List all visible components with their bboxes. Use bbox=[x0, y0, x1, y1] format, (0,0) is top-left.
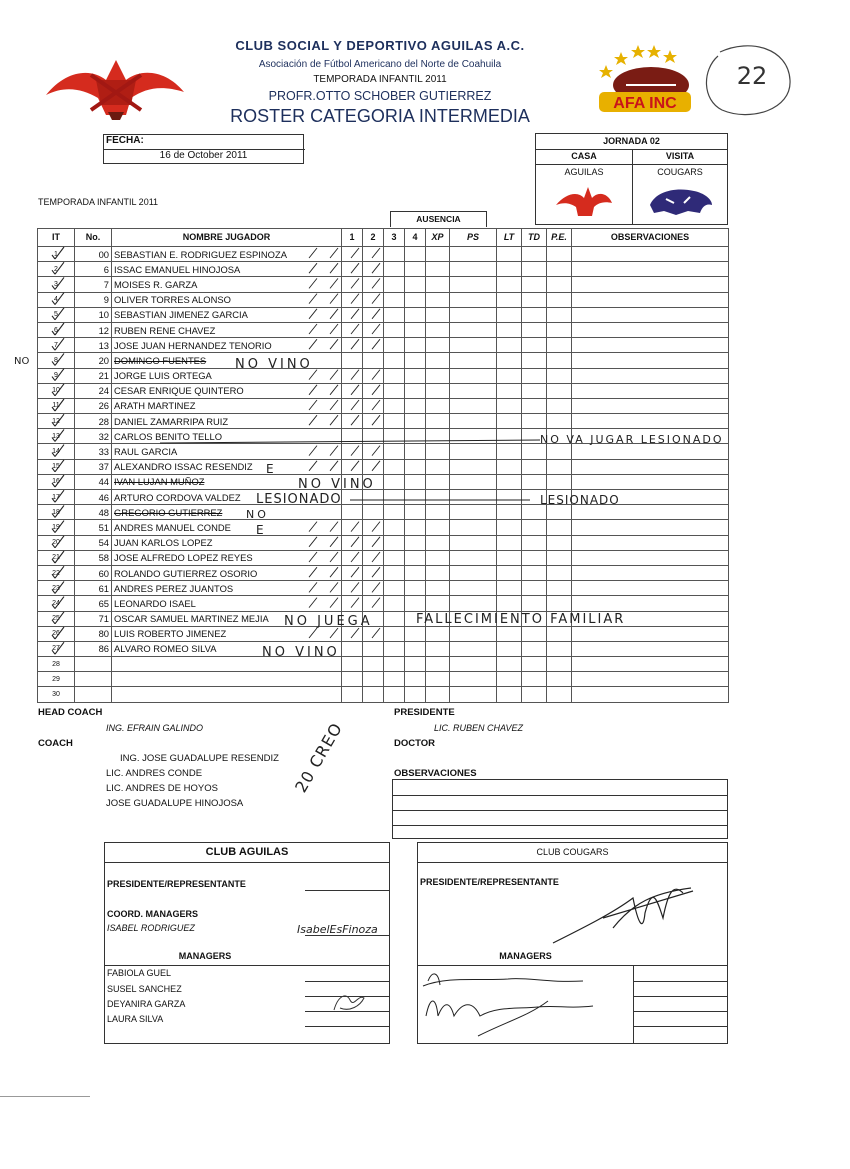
note-no-vino-1: NO VINO bbox=[235, 357, 313, 372]
ausencia-label: AUSENCIA bbox=[390, 211, 487, 227]
col-name: NOMBRE JUGADOR bbox=[112, 229, 342, 247]
player-it: 5 bbox=[38, 307, 75, 322]
check-mark bbox=[351, 324, 359, 334]
note-e-2: E bbox=[256, 523, 267, 537]
player-it: 12 bbox=[38, 414, 75, 429]
player-number: 9 bbox=[75, 292, 112, 307]
player-name: OSCAR SAMUEL MARTINEZ MEJIA bbox=[112, 611, 342, 626]
check-mark bbox=[351, 263, 359, 273]
check-mark bbox=[309, 598, 317, 608]
check-mark bbox=[55, 353, 64, 365]
check-mark bbox=[52, 361, 55, 365]
player-number: 20 bbox=[75, 353, 112, 368]
check-mark bbox=[330, 339, 338, 349]
head-coach-label: HEAD COACH bbox=[38, 707, 103, 718]
player-it: 24 bbox=[38, 596, 75, 611]
check-mark bbox=[330, 552, 338, 562]
check-mark bbox=[351, 582, 359, 592]
col-pe: P.E. bbox=[547, 229, 572, 247]
aguilas-president-label: PRESIDENTE/REPRESENTANTE bbox=[107, 879, 246, 889]
player-it: 8 bbox=[38, 353, 75, 368]
check-mark bbox=[372, 628, 380, 638]
player-number: 26 bbox=[75, 398, 112, 413]
manager-4: LAURA SILVA bbox=[107, 1014, 164, 1024]
player-name: DOMINGO FUENTES bbox=[112, 353, 342, 368]
check-mark bbox=[52, 574, 55, 578]
player-name: LUIS ROBERTO JIMENEZ bbox=[112, 626, 342, 641]
player-number: 33 bbox=[75, 444, 112, 459]
side-note-20-creo: 20 CREO bbox=[291, 719, 347, 796]
player-it: 19 bbox=[38, 520, 75, 535]
player-it: 4 bbox=[38, 292, 75, 307]
col-q2: 2 bbox=[363, 229, 384, 247]
check-mark bbox=[351, 415, 359, 425]
check-mark bbox=[351, 385, 359, 395]
check-mark bbox=[372, 294, 380, 304]
club-cougars-box bbox=[417, 842, 728, 1044]
check-mark bbox=[309, 324, 317, 334]
player-name: OLIVER TORRES ALONSO bbox=[112, 292, 342, 307]
col-ps: PS bbox=[450, 229, 497, 247]
player-name: JORGE LUIS ORTEGA bbox=[112, 368, 342, 383]
check-mark bbox=[55, 323, 64, 335]
margin-no-note: NO bbox=[14, 356, 30, 367]
player-it: 1 bbox=[38, 247, 75, 262]
coach-1: ING. JOSE GUADALUPE RESENDIZ bbox=[120, 753, 279, 764]
check-mark bbox=[330, 400, 338, 410]
check-mark bbox=[52, 650, 55, 654]
check-mark bbox=[55, 627, 64, 639]
note-no-juega: NO JUEGA bbox=[284, 614, 373, 629]
handwritten-number: 22 bbox=[736, 62, 768, 90]
player-number: 48 bbox=[75, 505, 112, 520]
coach-3: LIC. ANDRES DE HOYOS bbox=[106, 783, 218, 794]
check-mark bbox=[55, 399, 64, 411]
check-mark bbox=[55, 369, 64, 381]
col-td: TD bbox=[522, 229, 547, 247]
check-mark bbox=[55, 551, 64, 563]
check-mark bbox=[55, 429, 64, 441]
check-mark bbox=[52, 468, 55, 472]
association-name: Asociación de Fútbol Americano del Norte de Coahuila bbox=[258, 59, 502, 70]
check-mark bbox=[372, 567, 380, 577]
check-mark bbox=[351, 278, 359, 288]
col-q4: 4 bbox=[405, 229, 426, 247]
player-number: 6 bbox=[75, 262, 112, 277]
check-mark bbox=[330, 522, 338, 532]
manager-1: FABIOLA GUEL bbox=[107, 968, 172, 978]
player-it: 27 bbox=[38, 641, 75, 656]
player-number: 21 bbox=[75, 368, 112, 383]
check-mark bbox=[351, 446, 359, 456]
check-mark bbox=[55, 597, 64, 609]
check-mark bbox=[330, 248, 338, 258]
note-e-1: E bbox=[266, 462, 277, 476]
check-mark bbox=[52, 316, 55, 320]
check-mark bbox=[372, 385, 380, 395]
check-mark bbox=[330, 582, 338, 592]
note-lesionado-2: LESIONADO bbox=[540, 493, 620, 507]
check-mark bbox=[330, 385, 338, 395]
check-mark bbox=[351, 400, 359, 410]
check-mark bbox=[55, 505, 64, 517]
player-it: 10 bbox=[38, 383, 75, 398]
player-number: 7 bbox=[75, 277, 112, 292]
check-mark bbox=[351, 567, 359, 577]
check-mark bbox=[52, 346, 55, 350]
club-cougars-title: CLUB COUGARS bbox=[536, 847, 609, 857]
player-name: ARATH MARTINEZ bbox=[112, 398, 342, 413]
check-mark bbox=[330, 415, 338, 425]
check-mark bbox=[55, 247, 64, 259]
player-number: 10 bbox=[75, 307, 112, 322]
check-mark bbox=[309, 446, 317, 456]
check-mark bbox=[52, 483, 55, 487]
check-mark bbox=[309, 339, 317, 349]
check-mark bbox=[309, 537, 317, 547]
check-mark bbox=[55, 293, 64, 305]
coord-managers-name: ISABEL RODRIGUEZ bbox=[107, 923, 195, 933]
manager-3: DEYANIRA GARZA bbox=[107, 999, 186, 1009]
check-mark bbox=[55, 642, 64, 654]
observaciones-label: OBSERVACIONES bbox=[394, 768, 477, 779]
player-name: CESAR ENRIQUE QUINTERO bbox=[112, 383, 342, 398]
check-mark bbox=[330, 567, 338, 577]
player-name: JOSE ALFREDO LOPEZ REYES bbox=[112, 550, 342, 565]
player-it: 2 bbox=[38, 262, 75, 277]
player-number: 51 bbox=[75, 520, 112, 535]
check-mark bbox=[351, 309, 359, 319]
check-mark bbox=[330, 628, 338, 638]
check-mark bbox=[351, 248, 359, 258]
check-mark bbox=[52, 255, 55, 259]
check-mark bbox=[372, 522, 380, 532]
cougars-president-signature bbox=[543, 873, 703, 953]
date-label: FECHA: bbox=[104, 135, 305, 150]
check-mark bbox=[55, 612, 64, 624]
check-mark bbox=[55, 490, 64, 502]
col-it: IT bbox=[38, 229, 75, 247]
player-name: CARLOS BENITO TELLO bbox=[112, 429, 342, 444]
cougars-president-label: PRESIDENTE/REPRESENTANTE bbox=[420, 877, 559, 887]
club-aguilas-title: CLUB AGUILAS bbox=[205, 846, 289, 858]
player-it: 23 bbox=[38, 581, 75, 596]
player-it: 20 bbox=[38, 535, 75, 550]
check-mark bbox=[372, 309, 380, 319]
coach-title: PROFR.OTTO SCHOBER GUTIERREZ bbox=[268, 89, 492, 103]
player-it: 30 bbox=[38, 687, 75, 702]
check-mark bbox=[52, 498, 55, 502]
player-it: 22 bbox=[38, 565, 75, 580]
player-name: ALEXANDRO ISSAC RESENDIZ bbox=[112, 459, 342, 474]
check-mark bbox=[309, 400, 317, 410]
check-mark bbox=[52, 559, 55, 563]
check-mark bbox=[52, 620, 55, 624]
player-name: MOISES R. GARZA bbox=[112, 277, 342, 292]
player-it: 18 bbox=[38, 505, 75, 520]
check-mark bbox=[55, 262, 64, 274]
col-q3: 3 bbox=[384, 229, 405, 247]
check-mark bbox=[309, 263, 317, 273]
cougars-managers-label: MANAGERS bbox=[499, 951, 552, 961]
check-mark bbox=[55, 475, 64, 487]
check-mark bbox=[55, 566, 64, 578]
check-mark bbox=[52, 422, 55, 426]
check-mark bbox=[55, 384, 64, 396]
player-it: 6 bbox=[38, 322, 75, 337]
check-mark bbox=[160, 440, 540, 443]
check-mark bbox=[330, 461, 338, 471]
check-mark bbox=[309, 278, 317, 288]
check-mark bbox=[52, 605, 55, 609]
player-number: 80 bbox=[75, 626, 112, 641]
check-mark bbox=[309, 567, 317, 577]
check-mark bbox=[330, 294, 338, 304]
club-aguilas-box bbox=[104, 842, 390, 1044]
check-mark bbox=[309, 385, 317, 395]
note-lesionado-1: LESIONADO bbox=[256, 492, 342, 507]
cougars-managers-signatures bbox=[418, 961, 598, 1041]
player-number: 32 bbox=[75, 429, 112, 444]
player-number: 12 bbox=[75, 322, 112, 337]
player-number: 28 bbox=[75, 414, 112, 429]
player-it: 17 bbox=[38, 490, 75, 505]
check-mark bbox=[351, 552, 359, 562]
player-name: SEBASTIAN E. RODRIGUEZ ESPINOZA bbox=[112, 247, 342, 262]
note-no-2: NO bbox=[246, 508, 269, 521]
player-number: 65 bbox=[75, 596, 112, 611]
note-no-vino-3: NO VINO bbox=[262, 645, 340, 660]
roster-title: ROSTER CATEGORIA INTERMEDIA bbox=[230, 106, 530, 126]
player-name: ARTURO CORDOVA VALDEZ bbox=[112, 490, 342, 505]
president-name: LIC. RUBEN CHAVEZ bbox=[434, 723, 524, 733]
check-mark bbox=[52, 392, 55, 396]
player-name: SEBASTIAN JIMENEZ GARCIA bbox=[112, 307, 342, 322]
check-mark bbox=[52, 513, 55, 517]
check-mark bbox=[309, 552, 317, 562]
check-mark bbox=[52, 529, 55, 533]
check-mark bbox=[372, 598, 380, 608]
player-number: 86 bbox=[75, 641, 112, 656]
check-mark bbox=[330, 324, 338, 334]
doctor-label: DOCTOR bbox=[394, 738, 435, 749]
player-it: 14 bbox=[38, 444, 75, 459]
coord-signature: IsabelEsFinoza bbox=[297, 923, 378, 936]
check-mark bbox=[330, 446, 338, 456]
player-it: 26 bbox=[38, 626, 75, 641]
check-mark bbox=[52, 407, 55, 411]
check-mark bbox=[55, 536, 64, 548]
check-mark bbox=[351, 537, 359, 547]
player-it: 3 bbox=[38, 277, 75, 292]
col-observaciones: OBSERVACIONES bbox=[572, 229, 729, 247]
club-name: CLUB SOCIAL Y DEPORTIVO AGUILAS A.C. bbox=[235, 38, 525, 53]
check-mark bbox=[52, 589, 55, 593]
check-mark bbox=[52, 285, 55, 289]
check-mark bbox=[351, 294, 359, 304]
check-mark bbox=[52, 331, 55, 335]
player-it: 11 bbox=[38, 398, 75, 413]
player-it: 28 bbox=[38, 657, 75, 672]
player-number: 54 bbox=[75, 535, 112, 550]
player-it: 16 bbox=[38, 474, 75, 489]
player-number: 61 bbox=[75, 581, 112, 596]
check-mark bbox=[330, 370, 338, 380]
player-name: IVAN LUJAN MUÑOZ bbox=[112, 474, 342, 489]
check-mark bbox=[309, 248, 317, 258]
col-q1: 1 bbox=[342, 229, 363, 247]
coord-managers-label: COORD. MANAGERS bbox=[107, 909, 199, 919]
player-number: 24 bbox=[75, 383, 112, 398]
check-mark bbox=[351, 461, 359, 471]
player-name: ISSAC EMANUEL HINOJOSA bbox=[112, 262, 342, 277]
check-mark bbox=[52, 377, 55, 381]
scan-edge-line bbox=[0, 1096, 90, 1097]
note-fallecimiento: FALLECIMIENTO FAMILIAR bbox=[416, 612, 626, 627]
player-name: ANDRES MANUEL CONDE bbox=[112, 520, 342, 535]
check-mark bbox=[330, 537, 338, 547]
check-mark bbox=[372, 370, 380, 380]
check-mark bbox=[309, 461, 317, 471]
home-team-name: AGUILAS bbox=[564, 167, 604, 177]
player-number: 60 bbox=[75, 565, 112, 580]
col-lt: LT bbox=[497, 229, 522, 247]
check-mark bbox=[309, 309, 317, 319]
check-mark bbox=[351, 339, 359, 349]
check-mark bbox=[55, 460, 64, 472]
player-number: 71 bbox=[75, 611, 112, 626]
player-name: JUAN KARLOS LOPEZ bbox=[112, 535, 342, 550]
check-mark bbox=[351, 628, 359, 638]
check-mark bbox=[372, 324, 380, 334]
player-name: ROLANDO GUTIERREZ OSORIO bbox=[112, 565, 342, 580]
afa-logo-text: AFA INC bbox=[613, 95, 677, 112]
check-mark bbox=[351, 370, 359, 380]
check-mark bbox=[55, 277, 64, 289]
check-mark bbox=[372, 400, 380, 410]
check-mark bbox=[55, 308, 64, 320]
observaciones-box bbox=[392, 779, 728, 839]
player-it: 15 bbox=[38, 459, 75, 474]
check-mark bbox=[55, 414, 64, 426]
check-mark bbox=[52, 544, 55, 548]
player-it: 21 bbox=[38, 550, 75, 565]
check-mark bbox=[351, 598, 359, 608]
check-mark bbox=[372, 415, 380, 425]
player-name: ANDRES PEREZ JUANTOS bbox=[112, 581, 342, 596]
check-mark bbox=[55, 445, 64, 457]
check-mark bbox=[52, 635, 55, 639]
check-mark bbox=[372, 248, 380, 258]
manager-signature-scribble bbox=[330, 988, 370, 1018]
coach-2: LIC. ANDRES CONDE bbox=[106, 768, 203, 779]
check-mark bbox=[330, 263, 338, 273]
manager-2: SUSEL SANCHEZ bbox=[107, 984, 182, 994]
check-mark bbox=[55, 338, 64, 350]
date-value: 16 de October 2011 bbox=[159, 150, 248, 161]
check-mark bbox=[52, 270, 55, 274]
player-name: LEONARDO ISAEL bbox=[112, 596, 342, 611]
player-it: 7 bbox=[38, 338, 75, 353]
coach-4: JOSE GUADALUPE HINOJOSA bbox=[106, 798, 244, 809]
check-mark bbox=[372, 552, 380, 562]
player-name: DANIEL ZAMARRIPA RUIZ bbox=[112, 414, 342, 429]
casa-label: CASA bbox=[536, 149, 633, 165]
check-mark bbox=[52, 453, 55, 457]
check-mark bbox=[330, 598, 338, 608]
player-name: JOSE JUAN HERNANDEZ TENORIO bbox=[112, 338, 342, 353]
check-mark bbox=[372, 339, 380, 349]
aguilas-managers-label: MANAGERS bbox=[178, 951, 232, 961]
check-mark bbox=[330, 278, 338, 288]
head-coach-name: ING. EFRAIN GALINDO bbox=[106, 723, 204, 733]
visita-label: VISITA bbox=[632, 149, 728, 165]
check-mark bbox=[309, 294, 317, 304]
col-xp: XP bbox=[426, 229, 450, 247]
check-mark bbox=[372, 263, 380, 273]
player-it: 25 bbox=[38, 611, 75, 626]
president-label: PRESIDENTE bbox=[394, 707, 455, 718]
check-mark bbox=[52, 301, 55, 305]
check-mark bbox=[55, 581, 64, 593]
player-number: 44 bbox=[75, 474, 112, 489]
check-mark bbox=[52, 437, 55, 441]
check-mark bbox=[330, 309, 338, 319]
player-number: 37 bbox=[75, 459, 112, 474]
check-mark bbox=[55, 521, 64, 533]
player-number: 13 bbox=[75, 338, 112, 353]
season-left-label: TEMPORADA INFANTIL 2011 bbox=[38, 197, 159, 207]
col-no: No. bbox=[75, 229, 112, 247]
player-number: 58 bbox=[75, 550, 112, 565]
player-number: 00 bbox=[75, 247, 112, 262]
note-no-vino-2: NO VINO bbox=[298, 477, 376, 492]
jornada-label: JORNADA 02 bbox=[536, 134, 727, 150]
player-it: 29 bbox=[38, 672, 75, 687]
coach-label: COACH bbox=[38, 738, 73, 749]
check-mark bbox=[372, 446, 380, 456]
player-it: 9 bbox=[38, 368, 75, 383]
player-number: 46 bbox=[75, 490, 112, 505]
player-name: ALVARO ROMEO SILVA bbox=[112, 641, 342, 656]
season-title: TEMPORADA INFANTIL 2011 bbox=[313, 74, 447, 85]
note-no-va-jugar: NO VA JUGAR LESIONADO bbox=[540, 433, 724, 446]
player-name: RUBEN RENE CHAVEZ bbox=[112, 322, 342, 337]
player-name: GREGORIO GUTIERREZ bbox=[112, 505, 342, 520]
check-mark bbox=[351, 522, 359, 532]
check-mark bbox=[309, 582, 317, 592]
check-mark bbox=[309, 522, 317, 532]
check-mark bbox=[309, 628, 317, 638]
check-mark bbox=[372, 461, 380, 471]
check-mark bbox=[372, 278, 380, 288]
check-mark bbox=[372, 582, 380, 592]
player-name: RAUL GARCIA bbox=[112, 444, 342, 459]
player-it: 13 bbox=[38, 429, 75, 444]
check-mark bbox=[309, 415, 317, 425]
away-team-name: COUGARS bbox=[657, 167, 703, 177]
check-mark bbox=[372, 537, 380, 547]
